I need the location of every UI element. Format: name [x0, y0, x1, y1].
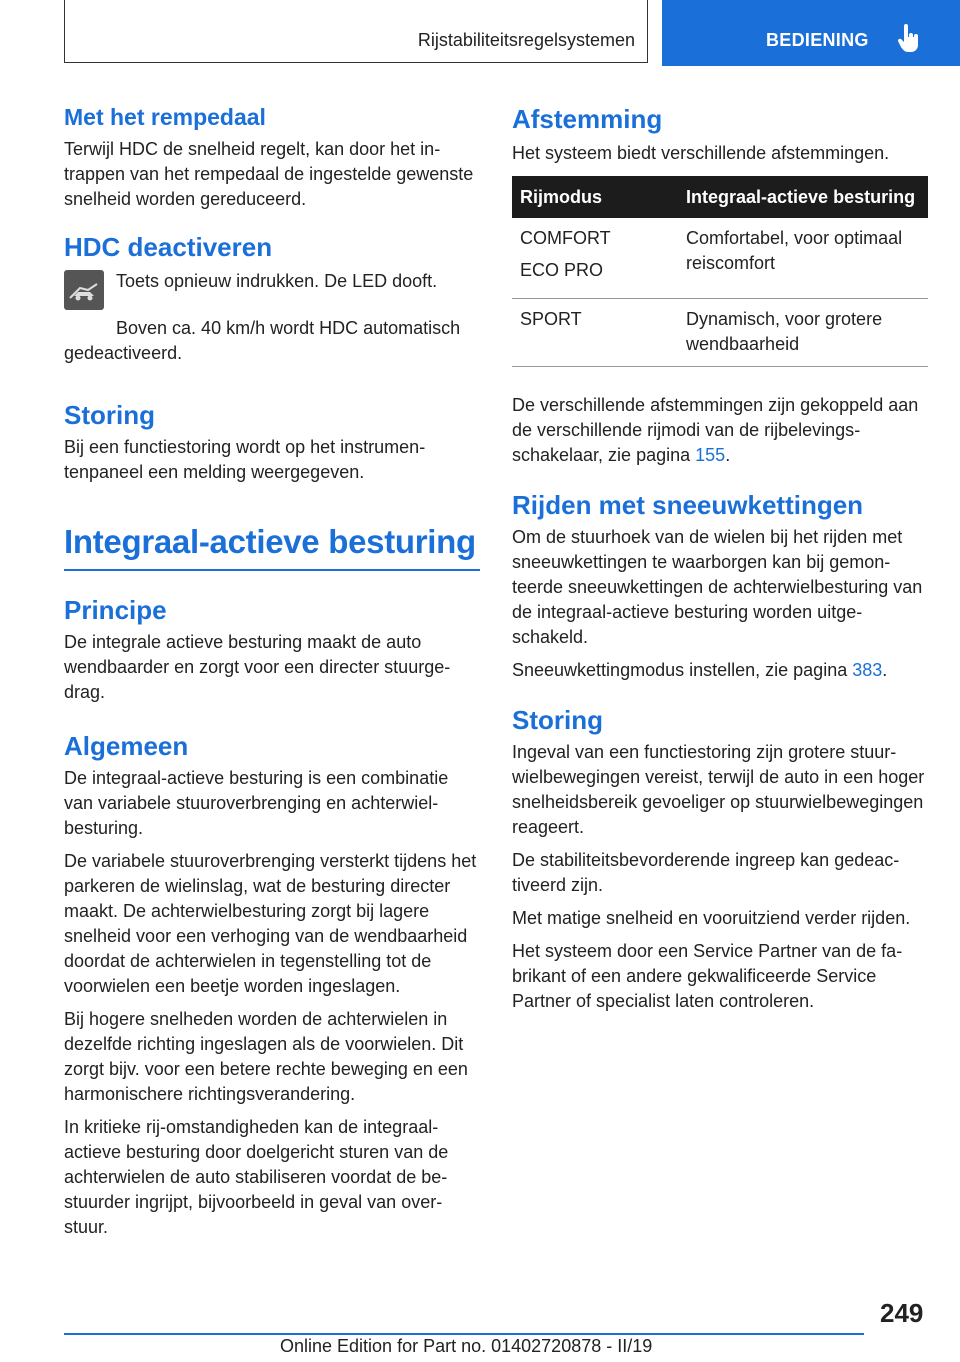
paragraph-afstemming: Het systeem biedt verschillende afstemmingen. — [512, 143, 890, 163]
heading-met-het-rempedaal: Met het rempedaal — [64, 104, 266, 130]
heading-sneeuwkettingen: Rijden met sneeuwkettingen — [512, 490, 864, 520]
table-row — [512, 218, 928, 299]
paragraph-rempedaal: Terwijl HDC de snelheid regelt, kan door het intrappen van het rempedaal de ingestelde gewenste snelheid worden gereduceerd. — [64, 139, 474, 209]
paragraph-algemeen-2: De variabele stuuroverbrenging versterkt tijdens het parkeren de wielinslag, wat de besturing directer maakt. De achterwielbesturing zorgt bij lagere snelheid voor een verhoging van de wendbaarheid doordat de achterwielen in tegenstelling tot de voorwielen een beetje worden ingeslagen. — [64, 851, 477, 996]
afstemming-table — [512, 176, 928, 367]
header-section-box — [64, 0, 648, 63]
page-link-155[interactable]: 155 — [695, 445, 726, 465]
hdc-car-slope-icon — [64, 270, 104, 310]
heading-integraal-actieve-besturing: Integraal-actieve besturing — [64, 523, 476, 560]
table-cell-desc: Dynamisch, voor grotere wendbaarheid — [678, 299, 928, 367]
hdc-off-line2: Boven ca. 40 km/h wordt HDC automatisch gedeactiveerd. — [64, 318, 461, 363]
section-title: Rijstabiliteitsregelsystemen — [417, 30, 635, 50]
table-cell-desc: Comfortabel, voor optimaal reiscomfort — [678, 218, 928, 299]
paragraph-storing-left: Bij een functiestoring wordt op het instrumentenpaneel een melding weergegeven. — [64, 437, 426, 482]
table-header-row — [512, 176, 928, 218]
heading-storing-right: Storing — [512, 705, 603, 735]
paragraph-storing-4: Het systeem door een Service Partner van de fabrikant of een andere gekwalificeerde Service Partner of specialist laten controleren. — [512, 941, 903, 1011]
heading-afstemming: Afstemming — [512, 104, 663, 134]
paragraph-storing-3: Met matige snelheid en vooruitziend verder rijden. — [512, 908, 911, 928]
hdc-instruction — [64, 269, 480, 310]
paragraph-algemeen-1: De integraal-actieve besturing is een combinatie van variabele stuuroverbrenging en achterwielbesturing. — [64, 768, 449, 838]
heading-hdc-deactiveren: HDC deactiveren — [64, 232, 273, 262]
footer-rule — [64, 1333, 864, 1335]
table-header-rijmodus: Rijmodus — [512, 176, 678, 218]
table-cell-mode: ECO PRO — [520, 260, 604, 280]
header-chapter-tab[interactable] — [662, 0, 960, 66]
heading-storing-left: Storing — [64, 400, 155, 430]
paragraph-sneeuw-2: Sneeuwkettingmodus instellen, zie pagina 383. — [512, 660, 888, 680]
table-cell-mode: COMFORT — [520, 228, 611, 248]
heading-principe: Principe — [64, 595, 167, 625]
paragraph-storing-2: De stabiliteitsbevorderende ingreep kan gedeactiveerd zijn. — [512, 850, 900, 895]
page-number: 249 — [880, 1298, 924, 1328]
paragraph-sneeuw-1: Om de stuurhoek van de wielen bij het rijden met sneeuwkettingen te waarborgen kan bij gemonteerde sneeuwkettingen de achterwielbesturing van de integraal-actieve besturing worden uitgeschakeld. — [512, 527, 923, 647]
table-cell-mode: SPORT — [520, 309, 582, 329]
table-header-besturing: Integraal-actieve besturing — [678, 176, 928, 218]
table-row — [512, 299, 928, 367]
paragraph-koppeling: De verschillende afstemmingen zijn gekoppeld aan de verschillende rijmodi van de rijbelevingsschakelaar, zie pagina 155. — [512, 395, 919, 465]
right-column — [512, 100, 928, 1014]
heading-rule — [64, 569, 480, 571]
paragraph-principe: De integrale actieve besturing maakt de auto wendbaarder en zorgt voor een directer stuurgedrag. — [64, 632, 451, 702]
page-link-383[interactable]: 383 — [852, 660, 883, 680]
hdc-off-line1: Toets opnieuw indrukken. De LED dooft. — [116, 271, 438, 291]
hdc-button-icon — [64, 270, 104, 310]
koppeling-text: De verschillende afstemmingen zijn gekoppeld aan de verschillende rijmodi van de rijbelevingsschakelaar, zie pagina — [512, 395, 919, 465]
sneeuw-instelling-text: Sneeuwkettingmodus instellen, zie pagina — [512, 660, 848, 680]
chapter-label: BEDIENING — [766, 30, 869, 50]
paragraph-storing-1: Ingeval van een functiestoring zijn grotere stuurwielbewegingen vereist, terwijl de auto in een hoger snelheidsbereik gevoeliger op stuurwielbewegingen reageert. — [512, 742, 925, 837]
heading-algemeen: Algemeen — [64, 731, 189, 761]
edition-text: Online Edition for Part no. 01402720878 - II/19 — [280, 1336, 653, 1356]
left-column — [64, 100, 480, 1240]
pointing-hand-icon — [898, 24, 920, 54]
paragraph-algemeen-3: Bij hogere snelheden worden de achterwielen in dezelfde richting ingeslagen als de voorwielen. Dit zorgt bijv. voor een betere rechte beweging en een harmonischere richtingsverandering. — [64, 1009, 468, 1104]
paragraph-algemeen-4: In kritieke rij-omstandigheden kan de integraal-actieve besturing door doelgericht sturen van de achterwielen de auto stabiliseren voordat de bestuurder ingrijpt, bijvoorbeeld in geval van overstuur. — [64, 1117, 449, 1237]
